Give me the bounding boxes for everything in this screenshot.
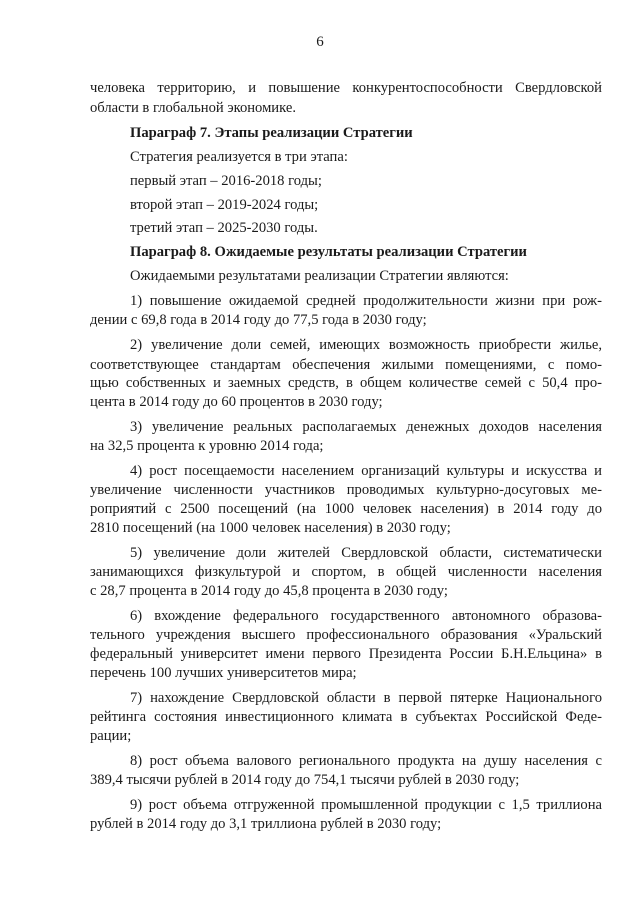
result-item-7-line: 7) нахождение Свердловской области в первой пятерке Национального	[130, 690, 602, 706]
result-item-7-line: рации;	[90, 728, 132, 744]
result-item-5-line: 5) увеличение доли жителей Свердловской области, систематически	[130, 545, 602, 561]
result-item-2-line: 2) увеличение доли семей, имеющих возможность приобрести жилье,	[130, 337, 602, 353]
stage-item: третий этап – 2025-2030 годы.	[130, 220, 318, 236]
result-item-1-line: 1) повышение ожидаемой средней продолжительности жизни при рож-	[130, 293, 602, 309]
intro-line: области в глобальной экономике.	[90, 100, 296, 116]
result-item-8-line: 8) рост объема валового регионального продукта на душу населения с	[130, 753, 602, 769]
section-heading-paragraph-8: Параграф 8. Ожидаемые результаты реализации Стратегии	[130, 244, 527, 260]
result-item-4-line: 4) рост посещаемости населением организаций культуры и искусства и	[130, 463, 602, 479]
result-item-4-line: 2810 посещений (на 1000 человек населения) в 2030 году;	[90, 520, 451, 536]
result-item-9-line: 9) рост объема отгруженной промышленной продукции с 1,5 триллиона	[130, 797, 602, 813]
result-item-9-line: рублей в 2014 году до 3,1 триллиона рублей в 2030 году;	[90, 816, 442, 832]
result-item-2-line: щью собственных и заемных средств, в общем количестве семей с 50,4 про-	[90, 375, 602, 391]
result-item-2-line: цента в 2014 году до 60 процентов в 2030 году;	[90, 394, 383, 410]
page-number: 6	[316, 34, 324, 50]
stage-item: второй этап – 2019-2024 годы;	[130, 197, 319, 213]
result-item-4-line: увеличение численности участников проводимых культурно-досуговых ме-	[90, 482, 602, 498]
result-item-3-line: на 32,5 процента к уровню 2014 года;	[90, 438, 324, 454]
result-item-1-line: дении с 69,8 года в 2014 году до 77,5 года в 2030 году;	[90, 312, 427, 328]
section-heading-paragraph-7: Параграф 7. Этапы реализации Стратегии	[130, 125, 413, 141]
results-lead: Ожидаемыми результатами реализации Стратегии являются:	[130, 268, 509, 284]
intro-line: человека территорию, и повышение конкурентоспособности Свердловской	[90, 80, 602, 96]
stage-item: первый этап – 2016-2018 годы;	[130, 173, 322, 189]
result-item-7-line: рейтинга состояния инвестиционного климата в субъектах Российской Феде-	[90, 709, 602, 725]
result-item-8-line: 389,4 тысячи рублей в 2014 году до 754,1 тысячи рублей в 2030 году;	[90, 772, 520, 788]
result-item-3-line: 3) увеличение реальных располагаемых денежных доходов населения	[130, 419, 602, 435]
stages-lead: Стратегия реализуется в три этапа:	[130, 149, 348, 165]
result-item-4-line: роприятий с 2500 посещений (на 1000 человек населения) в 2014 году до	[90, 501, 602, 517]
result-item-2-line: соответствующее стандартам обеспечения жилыми помещениями, с помо-	[90, 357, 602, 373]
result-item-6-line: 6) вхождение федерального государственного автономного образова-	[130, 608, 602, 624]
result-item-6-line: тельного учреждения высшего профессионального образования «Уральский	[90, 627, 602, 643]
result-item-6-line: федеральный университет имени первого Президента России Б.Н.Ельцина» в	[90, 646, 602, 662]
result-item-5-line: занимающихся физкультурой и спортом, в общей численности населения	[90, 564, 602, 580]
result-item-6-line: перечень 100 лучших университетов мира;	[90, 665, 357, 681]
result-item-5-line: с 28,7 процента в 2014 году до 45,8 процента в 2030 году;	[90, 583, 448, 599]
